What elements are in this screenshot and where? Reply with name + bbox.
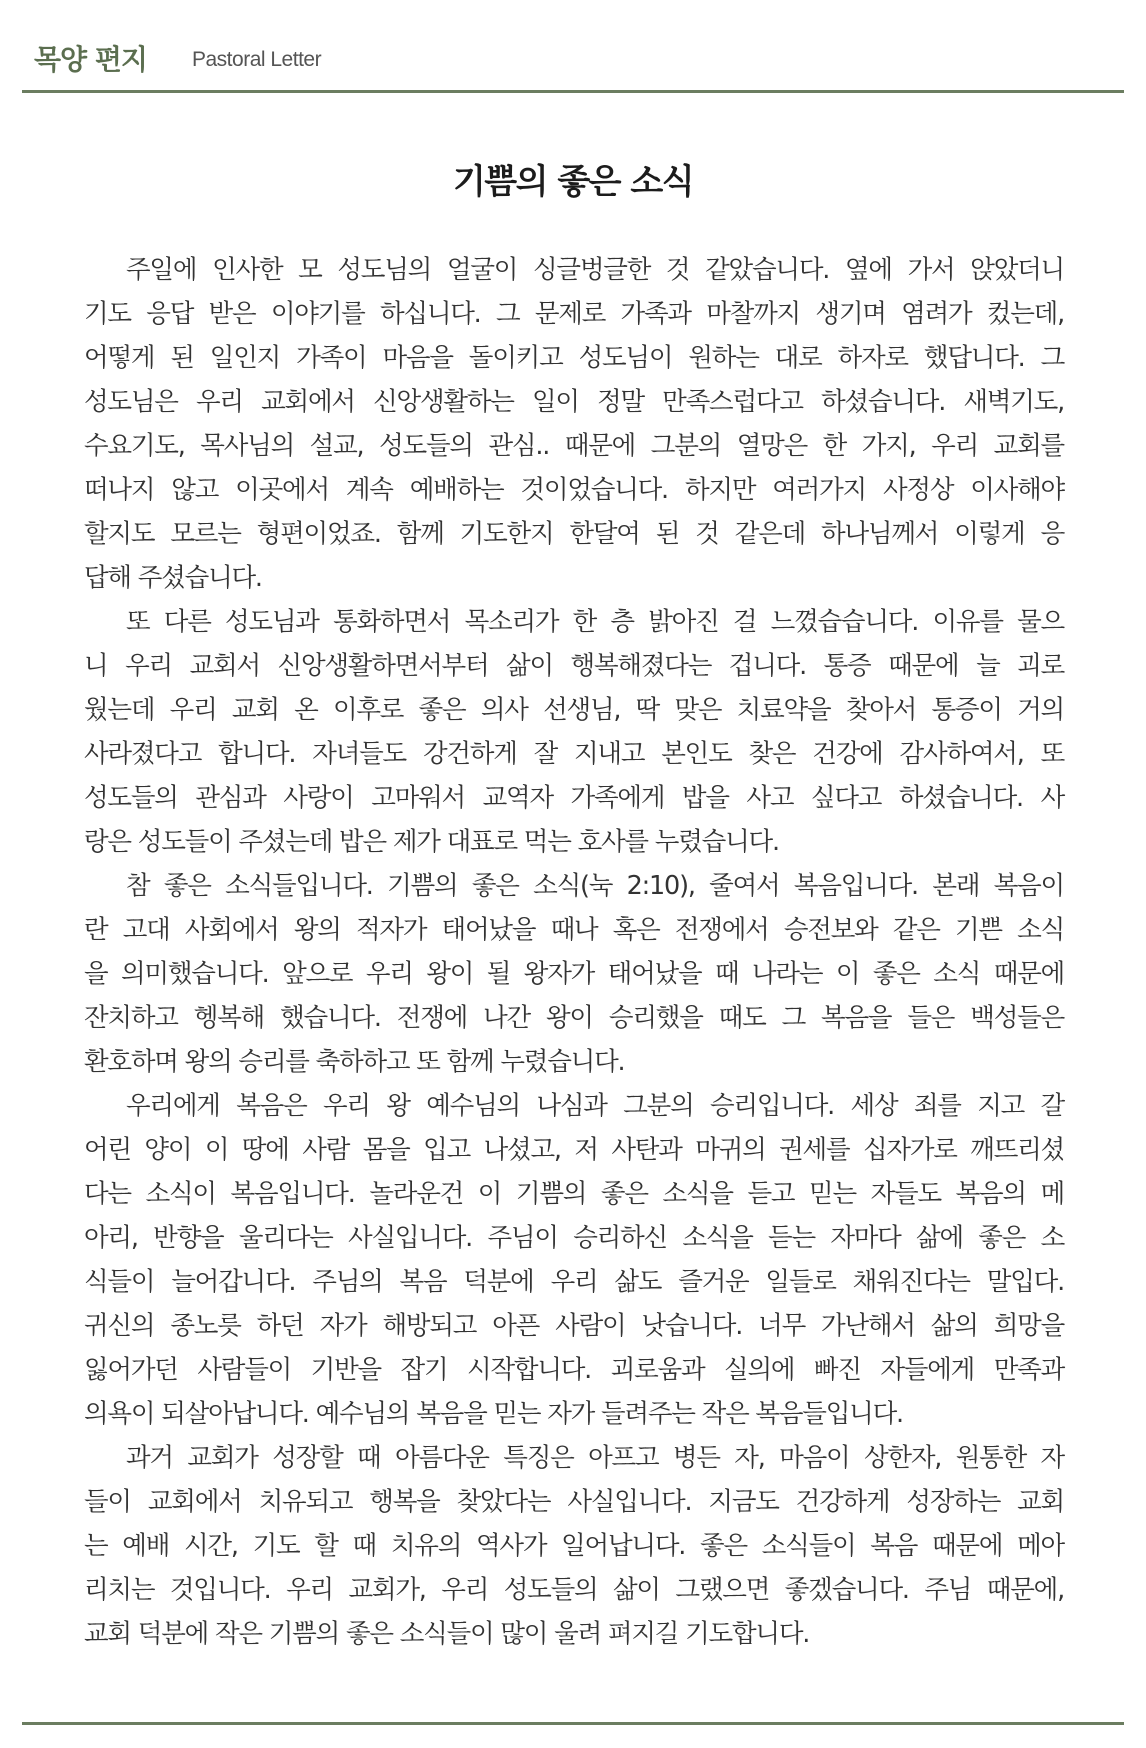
paragraph-line: 성도님은 우리 교회에서 신앙생활하는 일이 정말 만족스럽다고 하셨습니다. 새벽기도, (84, 387, 1064, 417)
paragraph-line: 참 좋은 소식들입니다. 기쁨의 좋은 소식(눅 2:10), 줄여서 복음입니다. 본래 복음이 (126, 871, 1064, 901)
article-title: 기쁨의 좋은 소식 (452, 162, 694, 202)
paragraph-line: 답해 주셨습니다. (84, 563, 262, 593)
paragraph-line: 리치는 것입니다. 우리 교회가, 우리 성도들의 삶이 그랬으면 좋겠습니다. 주님 때문에, (84, 1575, 1064, 1605)
paragraph-line: 란 고대 사회에서 왕의 적자가 태어났을 때나 혹은 전쟁에서 승전보와 같은 기쁜 소식 (84, 915, 1064, 945)
paragraph-line: 식들이 늘어갑니다. 주님의 복음 덕분에 우리 삶도 즐거운 일들로 채워진다는 말입다. (84, 1267, 1064, 1297)
paragraph-line: 아리, 반향을 울리다는 사실입니다. 주님이 승리하신 소식을 듣는 자마다 삶에 좋은 소 (84, 1223, 1064, 1253)
paragraph-line: 귀신의 종노릇 하던 자가 해방되고 아픈 사람이 낫습니다. 너무 가난해서 삶의 희망을 (84, 1311, 1064, 1341)
paragraph-line: 사라졌다고 합니다. 자녀들도 강건하게 잘 지내고 본인도 찾은 건강에 감사하여서, 또 (84, 739, 1064, 769)
header-divider (22, 90, 1124, 93)
footer-divider (22, 1722, 1124, 1725)
paragraph-line: 할지도 모르는 형편이었죠. 함께 기도한지 한달여 된 것 같은데 하나님께서 이렇게 응 (84, 519, 1064, 549)
paragraph-line: 들이 교회에서 치유되고 행복을 찾았다는 사실입니다. 지금도 건강하게 성장하는 교회 (84, 1487, 1064, 1517)
paragraph-line: 랑은 성도들이 주셨는데 밥은 제가 대표로 먹는 호사를 누렸습니다. (84, 827, 779, 857)
header-title: 목양 편지 (34, 43, 147, 76)
paragraph-line: 의욕이 되살아납니다. 예수님의 복음을 믿는 자가 들려주는 작은 복음들입니다. (84, 1399, 903, 1429)
paragraph-line: 웠는데 우리 교회 온 이후로 좋은 의사 선생님, 딱 맞은 치료약을 찾아서 통증이 거의 (84, 695, 1064, 725)
paragraph-line: 우리에게 복음은 우리 왕 예수님의 나심과 그분의 승리입니다. 세상 죄를 지고 갈 (126, 1091, 1064, 1121)
article-body (84, 248, 1064, 1656)
paragraph-line: 어린 양이 이 땅에 사람 몸을 입고 나셨고, 저 사탄과 마귀의 권세를 십자가로 깨뜨리셨 (84, 1135, 1064, 1165)
paragraph-line: 주일에 인사한 모 성도님의 얼굴이 싱글벙글한 것 같았습니다. 옆에 가서 앉았더니 (126, 255, 1064, 285)
paragraph-line: 잃어가던 사람들이 기반을 잡기 시작합니다. 괴로움과 실의에 빠진 자들에게 만족과 (84, 1355, 1064, 1385)
header-subtitle: Pastoral Letter (192, 48, 322, 71)
paragraph-line: 다는 소식이 복음입니다. 놀라운건 이 기쁨의 좋은 소식을 듣고 믿는 자들도 복음의 메 (84, 1179, 1064, 1209)
paragraph-line: 잔치하고 헹복해 했습니다. 전쟁에 나간 왕이 승리했을 때도 그 복음을 들은 백성들은 (84, 1003, 1064, 1033)
paragraph-line: 수요기도, 목사님의 설교, 성도들의 관심.. 때문에 그분의 열망은 한 가지, 우리 교회를 (84, 431, 1064, 461)
paragraph-line: 기도 응답 받은 이야기를 하십니다. 그 문제로 가족과 마찰까지 생기며 염려가 컸는데, (84, 299, 1064, 329)
paragraph-line: 환호하며 왕의 승리를 축하하고 또 함께 누렸습니다. (84, 1047, 625, 1077)
paragraph-line: 성도들의 관심과 사랑이 고마워서 교역자 가족에게 밥을 사고 싶다고 하셨습니다. 사 (84, 783, 1064, 813)
paragraph-line: 는 예배 시간, 기도 할 때 치유의 역사가 일어납니다. 좋은 소식들이 복음 때문에 메아 (84, 1531, 1064, 1561)
paragraph-line: 과거 교회가 성장할 때 아름다운 특징은 아프고 병든 자, 마음이 상한자, 원통한 자 (126, 1443, 1064, 1473)
paragraph-line: 교회 덕분에 작은 기쁨의 좋은 소식들이 많이 울려 펴지길 기도합니다. (84, 1619, 810, 1649)
paragraph-line: 떠나지 않고 이곳에서 계속 예배하는 것이었습니다. 하지만 여러가지 사정상 이사해야 (84, 475, 1064, 505)
paragraph-line: 니 우리 교회서 신앙생활하면서부터 삶이 행복해졌다는 겁니다. 통증 때문에 늘 괴로 (84, 651, 1064, 681)
paragraph-line: 을 의미했습니다. 앞으로 우리 왕이 될 왕자가 태어났을 때 나라는 이 좋은 소식 때문에 (84, 959, 1064, 989)
paragraph-line: 어떻게 된 일인지 가족이 마음을 돌이키고 성도님이 원하는 대로 하자로 했답니다. 그 (84, 343, 1064, 373)
paragraph-line: 또 다른 성도님과 통화하면서 목소리가 한 층 밝아진 걸 느꼈습습니다. 이유를 물으 (126, 607, 1064, 637)
page-header (22, 30, 1124, 90)
